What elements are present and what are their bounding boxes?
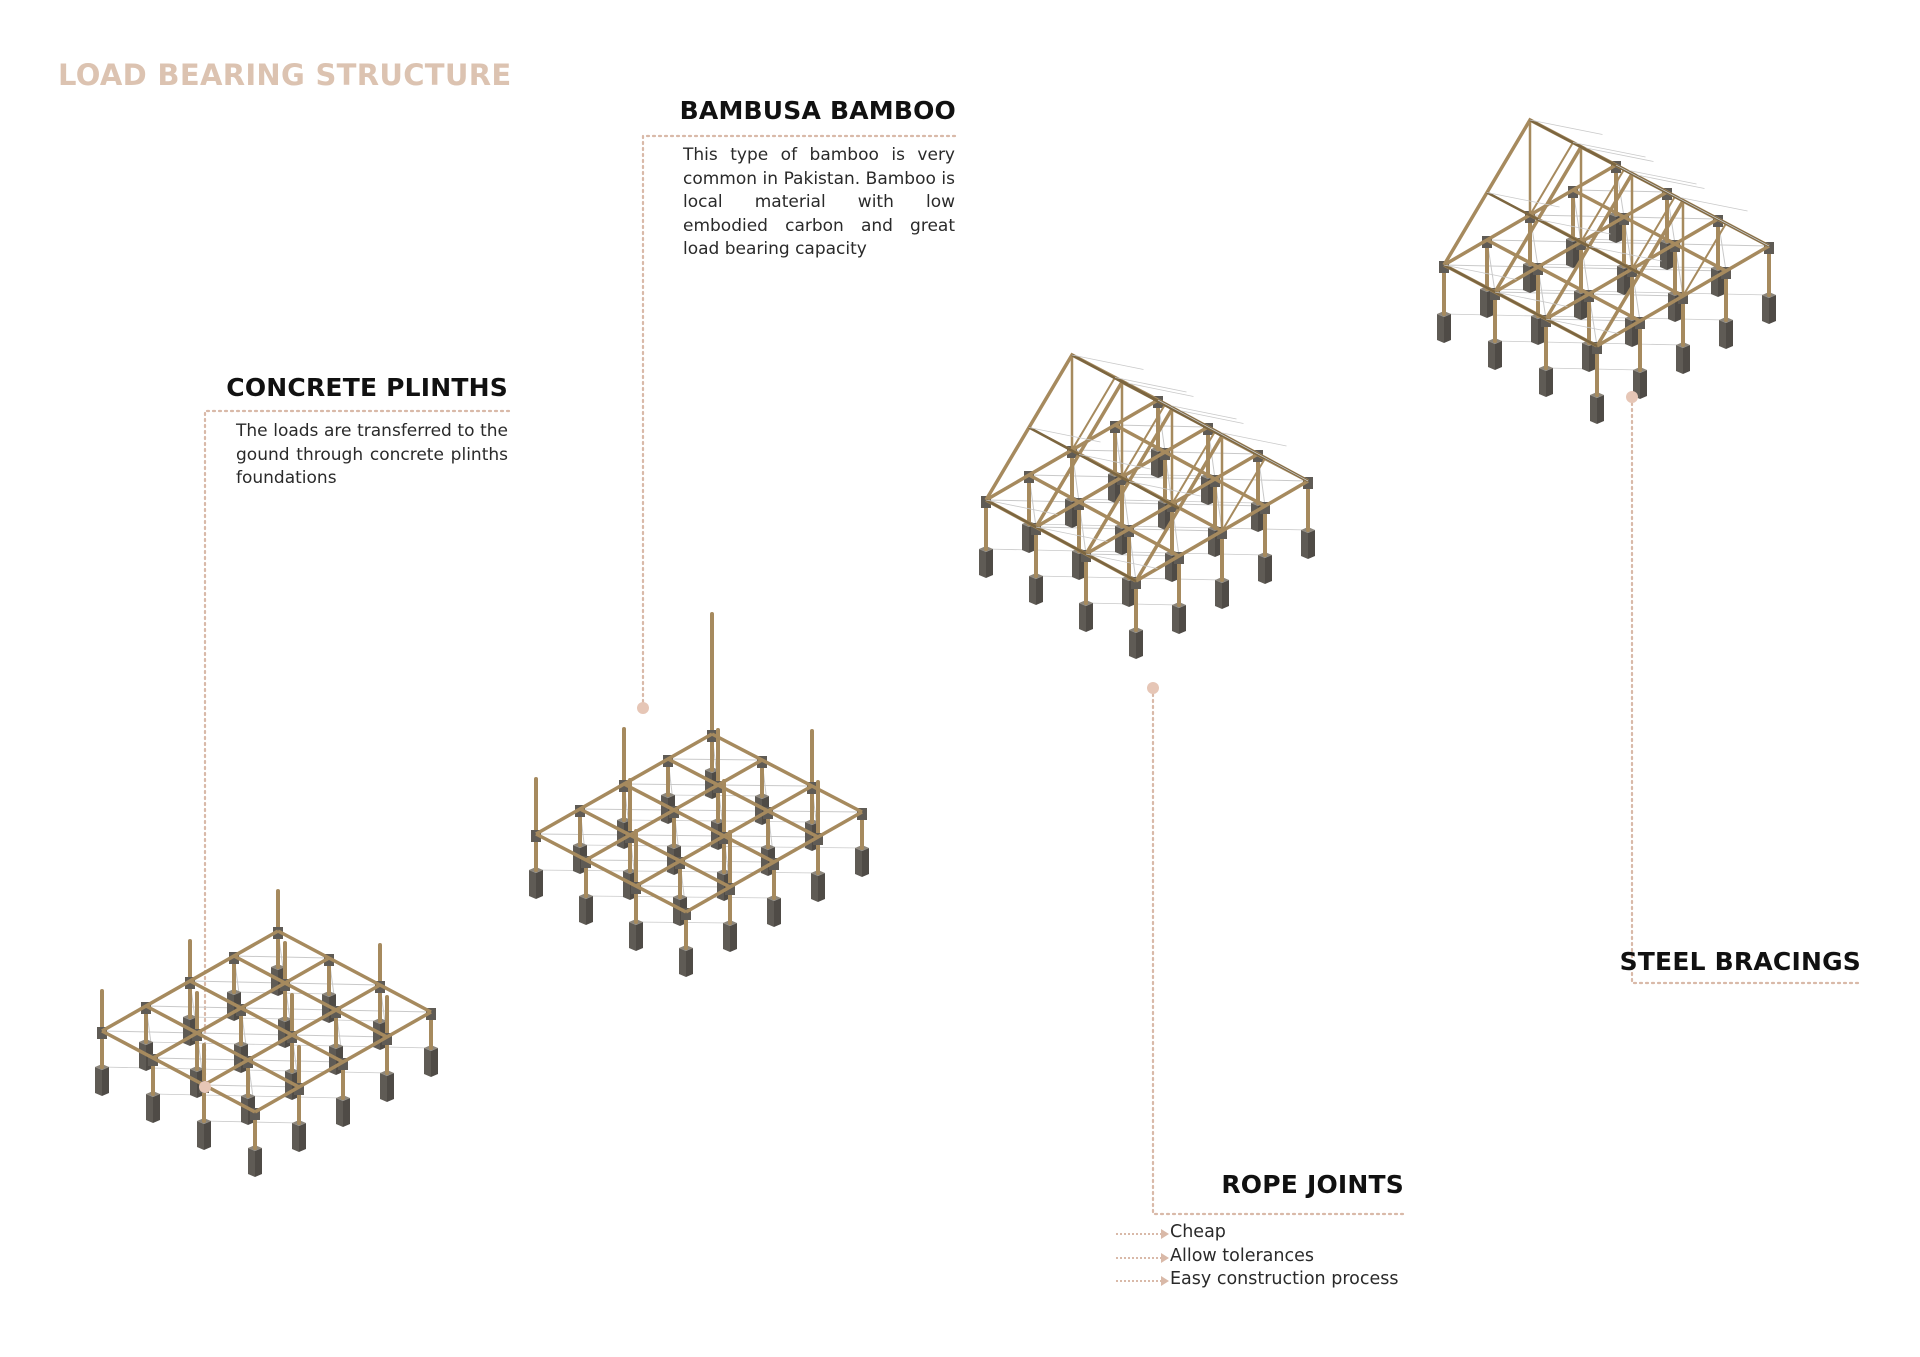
plinth-face bbox=[636, 922, 643, 951]
plinth-face bbox=[1086, 603, 1093, 632]
plinth-face bbox=[197, 1121, 204, 1150]
plinth-face bbox=[755, 796, 762, 825]
leader-marker bbox=[1147, 682, 1159, 694]
stage-plinths-diagram bbox=[95, 891, 438, 1177]
plinth-face bbox=[1036, 576, 1043, 605]
steel-bracings-heading: STEEL BRACINGS bbox=[1619, 947, 1861, 976]
plinth-face bbox=[679, 948, 686, 977]
plinths-heading: CONCRETE PLINTHS bbox=[226, 373, 508, 402]
leader-line bbox=[1632, 397, 1862, 983]
plinth-face bbox=[673, 897, 680, 926]
plinth-face bbox=[1582, 343, 1589, 372]
leader-lines bbox=[205, 136, 1862, 1214]
plinth-face bbox=[730, 923, 737, 952]
plinth-face bbox=[1495, 341, 1502, 370]
plinth-face bbox=[1172, 605, 1179, 634]
plinth-face bbox=[1726, 320, 1733, 349]
stage-bamboo-frame-diagram bbox=[529, 614, 869, 977]
plinth-face bbox=[1151, 449, 1158, 478]
plinth-face bbox=[1609, 214, 1616, 243]
plinth-face bbox=[1258, 555, 1265, 584]
plinth-face bbox=[1597, 395, 1604, 424]
plinth-face bbox=[1566, 239, 1573, 268]
plinth-face bbox=[1201, 476, 1208, 505]
plinth-face bbox=[579, 896, 586, 925]
plinth-face bbox=[1590, 395, 1597, 424]
plinth-face bbox=[805, 822, 812, 851]
leader-line bbox=[1153, 688, 1405, 1214]
plinth-face bbox=[387, 1073, 394, 1102]
plinth-face bbox=[1574, 291, 1581, 320]
plinth-face bbox=[1769, 295, 1776, 324]
plinth-face bbox=[1029, 576, 1036, 605]
plinth-face bbox=[1437, 314, 1444, 343]
plinth-face bbox=[1668, 293, 1675, 322]
plinth-face bbox=[711, 821, 718, 850]
plinth-face bbox=[1488, 341, 1495, 370]
plinth-face bbox=[1072, 551, 1079, 580]
plinth-face bbox=[536, 870, 543, 899]
plinth-face bbox=[818, 873, 825, 902]
plinth-face bbox=[1539, 368, 1546, 397]
stage-steel-bracings-diagram bbox=[1437, 120, 1776, 424]
plinth-face bbox=[299, 1123, 306, 1152]
page-title: LOAD BEARING STRUCTURE bbox=[58, 58, 512, 92]
plinth-face bbox=[1215, 580, 1222, 609]
plinth-face bbox=[1480, 289, 1487, 318]
plinth-face bbox=[1531, 316, 1538, 345]
plinths-description: The loads are transferred to the gound through concrete plinths foundations bbox=[236, 421, 508, 488]
plinth-face bbox=[146, 1094, 153, 1123]
plinth-face bbox=[1079, 603, 1086, 632]
plinth-face bbox=[1301, 530, 1308, 559]
plinth-face bbox=[1676, 345, 1683, 374]
benefit-label: Cheap bbox=[1170, 1222, 1226, 1242]
rope-joints-heading: ROPE JOINTS bbox=[1221, 1170, 1404, 1199]
plinth-face bbox=[102, 1067, 109, 1096]
plinth-face bbox=[661, 795, 668, 824]
plinth-face bbox=[1719, 320, 1726, 349]
plinth-face bbox=[1022, 524, 1029, 553]
plinth-face bbox=[705, 770, 712, 799]
stage-rope-joints-diagram bbox=[979, 355, 1315, 659]
plinth-face bbox=[190, 1069, 197, 1098]
benefit-item bbox=[1170, 1246, 1398, 1270]
leader-marker bbox=[199, 1081, 211, 1093]
plinth-face bbox=[1158, 501, 1165, 530]
plinth-face bbox=[1625, 318, 1632, 347]
plinth-face bbox=[1122, 578, 1129, 607]
plinth-face bbox=[717, 872, 724, 901]
plinth-face bbox=[431, 1048, 438, 1077]
plinth-face bbox=[979, 549, 986, 578]
plinth-face bbox=[1640, 370, 1647, 399]
plinth-face bbox=[424, 1048, 431, 1077]
plinth-face bbox=[1265, 555, 1272, 584]
bracing-line bbox=[1718, 219, 1769, 246]
plinth-face bbox=[292, 1123, 299, 1152]
plinth-face bbox=[248, 1148, 255, 1177]
plinth-face bbox=[1136, 630, 1143, 659]
plinth-face bbox=[774, 898, 781, 927]
plinth-face bbox=[1065, 499, 1072, 528]
plinth-face bbox=[204, 1121, 211, 1150]
plinth-face bbox=[586, 896, 593, 925]
plinth-face bbox=[761, 847, 768, 876]
plinth-face bbox=[617, 820, 624, 849]
plinth-face bbox=[623, 871, 630, 900]
plinth-face bbox=[1444, 314, 1451, 343]
plinth-face bbox=[1546, 368, 1553, 397]
benefit-item bbox=[1170, 1269, 1398, 1293]
leader-marker bbox=[1626, 391, 1638, 403]
plinth-face bbox=[1308, 530, 1315, 559]
leader-line bbox=[205, 411, 509, 1087]
plinth-face bbox=[343, 1098, 350, 1127]
arrow-icon bbox=[1116, 1257, 1162, 1259]
plinth-face bbox=[1617, 266, 1624, 295]
plinth-face bbox=[241, 1096, 248, 1125]
plinth-face bbox=[723, 923, 730, 952]
plinth-face bbox=[1129, 630, 1136, 659]
plinth-face bbox=[767, 898, 774, 927]
arrow-icon bbox=[1116, 1280, 1162, 1282]
plinth-face bbox=[336, 1098, 343, 1127]
plinth-face bbox=[1711, 268, 1718, 297]
bamboo-heading: BAMBUSA BAMBOO bbox=[679, 96, 956, 125]
plinth-face bbox=[1762, 295, 1769, 324]
plinth-face bbox=[153, 1094, 160, 1123]
plinth-face bbox=[1660, 241, 1667, 270]
plinth-face bbox=[862, 848, 869, 877]
plinth-face bbox=[629, 922, 636, 951]
plinth-face bbox=[1208, 528, 1215, 557]
rope-joints-benefits bbox=[1170, 1222, 1398, 1293]
bamboo-description: This type of bamboo is very common in Pakistan. Bamboo is local material with low embodied carbon and great load bearing capacity bbox=[683, 145, 955, 259]
plinth-face bbox=[855, 848, 862, 877]
plinth-face bbox=[1108, 474, 1115, 503]
plinth-face bbox=[139, 1042, 146, 1071]
plinth-face bbox=[686, 948, 693, 977]
benefit-label: Easy construction process bbox=[1170, 1269, 1399, 1289]
plinth-face bbox=[1115, 526, 1122, 555]
plinth-face bbox=[811, 873, 818, 902]
plinth-face bbox=[1251, 503, 1258, 532]
plinth-face bbox=[1683, 345, 1690, 374]
benefit-item bbox=[1170, 1222, 1398, 1246]
benefit-label: Allow tolerances bbox=[1170, 1245, 1314, 1266]
plinth-face bbox=[1179, 605, 1186, 634]
arrow-icon bbox=[1116, 1233, 1162, 1235]
plinth-face bbox=[1165, 553, 1172, 582]
plinth-face bbox=[529, 870, 536, 899]
plinth-face bbox=[380, 1073, 387, 1102]
leader-marker bbox=[637, 702, 649, 714]
plinth-face bbox=[95, 1067, 102, 1096]
plinth-face bbox=[255, 1148, 262, 1177]
plinth-face bbox=[986, 549, 993, 578]
plinth-face bbox=[573, 845, 580, 874]
plinth-face bbox=[1222, 580, 1229, 609]
plinth-face bbox=[667, 846, 674, 875]
plinth-face bbox=[1523, 264, 1530, 293]
leader-markers bbox=[199, 391, 1638, 1093]
bracing-line bbox=[1258, 454, 1308, 481]
